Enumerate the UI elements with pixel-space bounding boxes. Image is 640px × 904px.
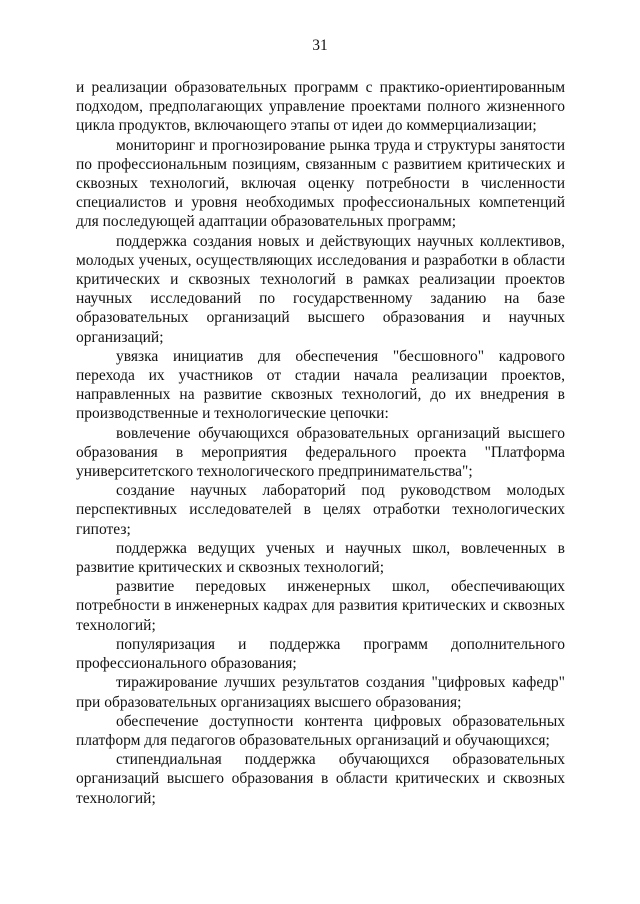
paragraph-student-involvement: вовлечение обучающихся образовательных организаций высшего образования в мероприятия федерального проекта "Платформа университетского технологического предпринимательства"; xyxy=(76,424,565,481)
paragraph-leading-scientists-support: поддержка ведущих ученых и научных школ, вовлеченных в развитие критических и сквозных технологий; xyxy=(76,539,565,577)
paragraph-continuation: и реализации образовательных программ с практико-ориентированным подходом, предполагающих управление проектами полного жизненного цикла продуктов, включающего этапы от идеи до коммерциализации; xyxy=(76,79,565,135)
paragraph-research-teams-support: поддержка создания новых и действующих научных коллективов, молодых ученых, осуществляющих исследования и разработки в области критических и сквозных технологий в рамках реализации проектов научных исследований по государственному заданию на базе образовательных организаций высшего образования и научных организаций; xyxy=(76,232,565,346)
paragraph-engineering-schools: развитие передовых инженерных школ, обеспечивающих потребности в инженерных кадрах для развития критических и сквозных технологий; xyxy=(76,578,565,634)
paragraph-seamless-transition: увязка инициатив для обеспечения "бесшовного" кадрового перехода их участников от стадии начала реализации проектов, направленных на развитие сквозных технологий, до их внедрения в производственные и технологические цепочки: xyxy=(76,347,565,423)
paragraph-scholarship-support: стипендиальная поддержка обучающихся образовательных организаций высшего образования в области критических и сквозных технологий; xyxy=(76,751,565,807)
paragraph-digital-departments: тиражирование лучших результатов создания "цифровых кафедр" при образовательных организациях высшего образования; xyxy=(76,674,565,711)
document-body xyxy=(76,78,565,808)
paragraph-additional-education: популяризация и поддержка программ дополнительного профессионального образования; xyxy=(76,635,565,673)
paragraph-platform-access: обеспечение доступности контента цифровых образовательных платформ для педагогов образовательных организаций и обучающихся; xyxy=(76,712,565,749)
page-number: 31 xyxy=(312,37,328,54)
paragraph-labor-market-monitoring: мониторинг и прогнозирование рынка труда и структуры занятости по профессиональным позициям, связанным с развитием критических и сквозных технологий, включая оценку потребности в численности специалистов и уровня необходимых профессиональных компетенций для последующей адаптации образовательных программ; xyxy=(76,136,565,231)
paragraph-scientific-laboratories: создание научных лабораторий под руководством молодых перспективных исследователей в целях отработки технологических гипотез; xyxy=(76,482,565,538)
